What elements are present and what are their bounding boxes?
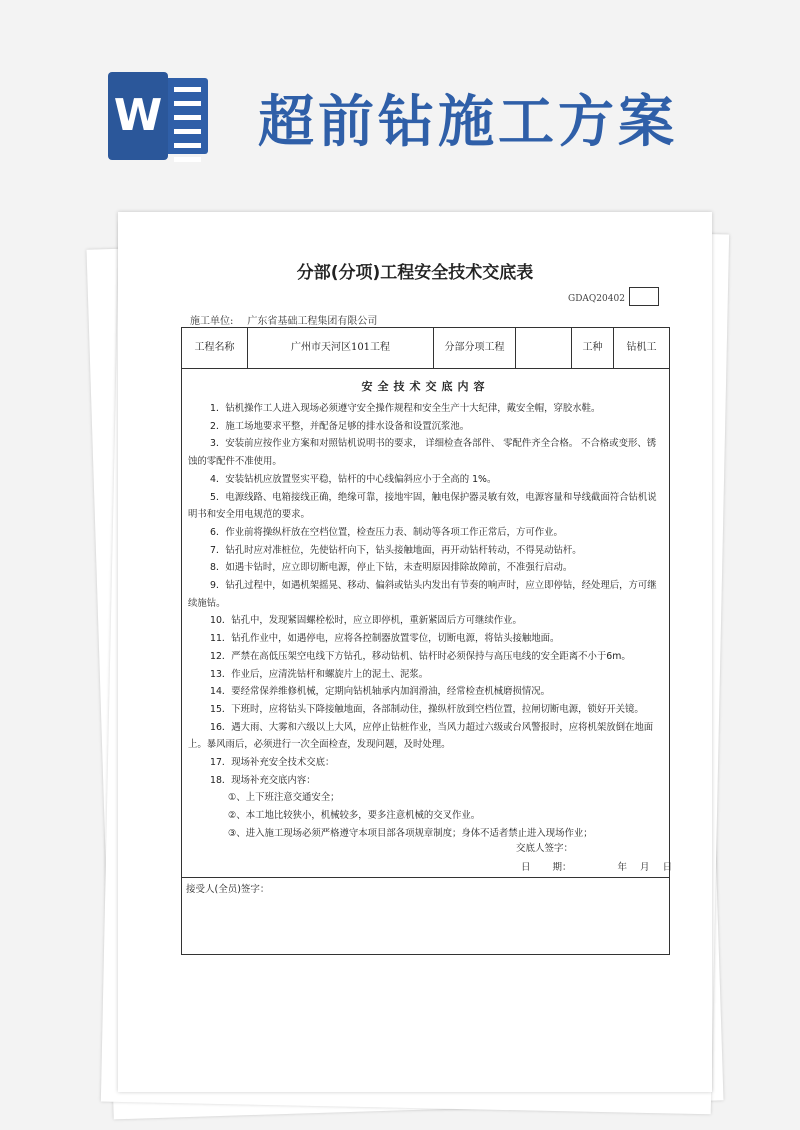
trade-label: 工种 xyxy=(572,328,614,368)
day-label: 日 xyxy=(662,862,673,873)
list-item: 1．钻机操作工人进入现场必须遵守安全操作规程和安全生产十大纪律，戴安全帽，穿胶水鞋。 xyxy=(210,403,601,414)
list-item: 17．现场补充安全技术交底： xyxy=(210,757,335,769)
project-name-value: 广州市天河区101工程 xyxy=(248,328,434,368)
list-item: 7．钻孔时应对准桩位，先使钻杆向下，钻头接触地面，再开动钻杆转动，不得晃动钻杆。 xyxy=(210,544,582,556)
construction-unit-value: 广东省基础工程集团有限公司 xyxy=(247,316,378,327)
section-title: 安全技术交底内容 xyxy=(361,380,490,393)
project-name-label: 工程名称 xyxy=(182,328,248,368)
date-label-1: 日 xyxy=(521,862,531,873)
month-label: 月 xyxy=(640,862,650,873)
subproject-label: 分部分项工程 xyxy=(434,328,516,368)
sub-list-item: ②、本工地比较狭小，机械较多，要多注意机械的交叉作业。 xyxy=(228,810,481,822)
banner-title: 超前钻施工方案 xyxy=(258,90,678,155)
list-item: 14．要经常保养维修机械，定期向钻机轴承内加润滑油，经常检查机械磨损情况。 xyxy=(210,686,551,698)
subproject-value xyxy=(516,328,572,368)
word-icon xyxy=(108,72,208,160)
list-item: 2．施工场地要求平整，并配备足够的排水设备和设置沉浆池。 xyxy=(210,420,470,432)
list-item: 18．现场补充交底内容： xyxy=(210,774,316,786)
list-item: 6．作业前将操纵杆放在空档位置，检查压力表、制动等各项工作正常后，方可作业。 xyxy=(210,526,563,538)
banner-header xyxy=(0,0,800,200)
handover-table xyxy=(181,327,673,955)
table-divider xyxy=(182,877,669,878)
sub-list-item: ③、进入施工现场必须严格遵守本项目部各项规章制度；身体不适者禁止进入现场作业； xyxy=(228,827,593,839)
construction-unit-row xyxy=(190,312,377,327)
list-item: 13．作业后，应清洗钻杆和螺旋片上的泥土、泥浆。 xyxy=(210,668,429,680)
construction-unit-label: 施工单位: xyxy=(190,316,234,327)
list-item: 15．下班时，应将钻头下降接触地面，各部制动住，操纵杆放到空档位置，拉闸切断电源，锁好开关镜。 xyxy=(210,703,644,715)
document-page xyxy=(118,212,712,1092)
document-title: 分部(分项)工程安全技术交底表 xyxy=(296,263,534,283)
list-item: 9．钻孔过程中，如遇机架摇晃、移动、偏斜或钻头内发出有节奏的响声时，应立即停钻，经处理后，方可继续施钻。 xyxy=(188,580,657,609)
list-item: 11．钻孔作业中，如遇停电，应将各控制器放置零位，切断电源，将钻头接触地面。 xyxy=(210,633,560,645)
year-label: 年 xyxy=(617,862,628,873)
project-info-row xyxy=(182,328,669,369)
list-item: 16．遇大雨、大雾和六级以上大风，应停止钻桩作业，当风力超过六级或台风警报时，应将机架放倒在地面上。暴风雨后，必须进行一次全面检查，发现问题，及时处理。 xyxy=(188,721,654,751)
list-item: 8．如遇卡钻时，应立即切断电源，停止下钻，未查明原因排除故障前，不准强行启动。 xyxy=(210,562,573,574)
form-code: GDAQ20402 xyxy=(568,294,625,304)
date-line xyxy=(521,859,672,873)
list-item: 4．安装钻机应放置竖实平稳，钻杆的中心线偏斜应小于全高的 1%。 xyxy=(210,473,497,485)
sub-list-item: ①、上下班注意交通安全； xyxy=(228,792,340,804)
list-item: 12．严禁在高低压架空电线下方钻孔，移动钻机、钻杆时必须保持与高压电线的安全距离不小于6m。 xyxy=(210,650,631,662)
date-label-2: 期： xyxy=(552,862,572,873)
list-item: 10．钻孔中，发现紧固螺栓松时，应立即停机，重新紧固后方可继续作业。 xyxy=(210,615,522,627)
receiver-label: 接受人(全员)签字： xyxy=(186,884,270,895)
safety-content xyxy=(188,400,664,843)
form-code-box xyxy=(629,287,659,306)
signer-label: 交底人签字： xyxy=(516,843,574,854)
trade-value: 钻机工 xyxy=(626,342,657,353)
list-item: 3．安装前应按作业方案和对照钻机说明书的要求， 详细检查各部件、 零配件齐全合格。 不合格或变形、锈蚀的零配件不准使用。 xyxy=(188,438,657,468)
word-icon-letter: W xyxy=(108,72,168,160)
list-item: 5．电源线路、电箱接线正确，绝缘可靠，接地牢固，触电保护器灵敏有效，电源容量和导线截面符合钻机说明书和安全用电规范的要求。 xyxy=(188,491,657,521)
